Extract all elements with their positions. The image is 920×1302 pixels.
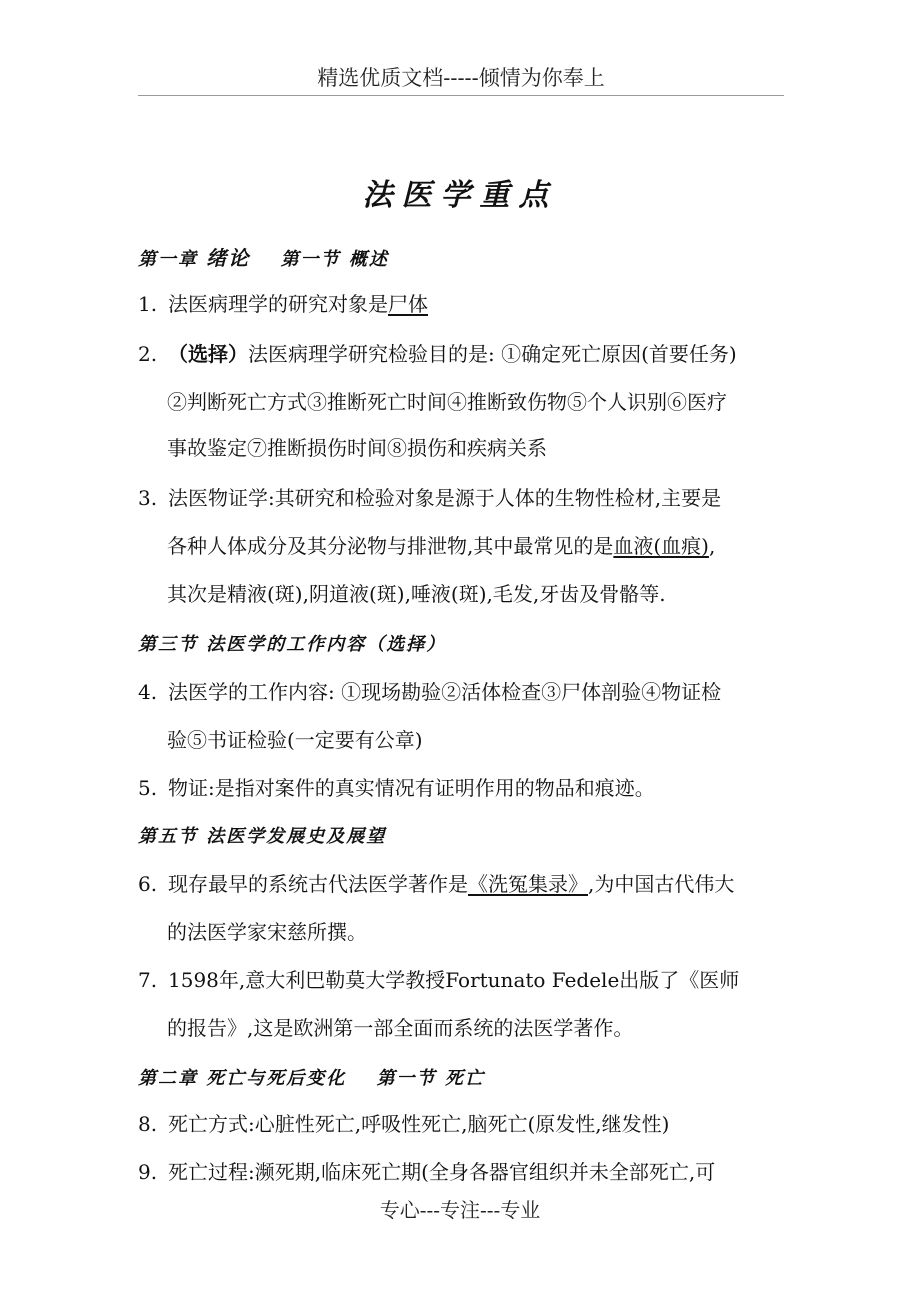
section-chapter-title: 绪论 xyxy=(206,246,251,270)
section-subsection-title: 概述 xyxy=(348,249,389,270)
item-text: 法医病理学研究检验目的是: ①确定死亡原因(首要任务) xyxy=(248,342,737,366)
item-number: 9. xyxy=(138,1160,158,1184)
page-footer: 专心---专注---专业 xyxy=(379,1198,541,1222)
list-item-3-line2 xyxy=(167,532,715,560)
section-heading-work-content xyxy=(138,630,446,656)
list-item-6-line2: 的法医学家宋慈所撰。 xyxy=(167,920,367,944)
list-item-7-line2: 的报告》,这是欧洲第一部全面而系统的法医学著作。 xyxy=(167,1016,634,1040)
section-subsection: 第五节 xyxy=(138,826,198,847)
item-text-end: , xyxy=(708,534,716,558)
underlined-term: 《洗冤集录》 xyxy=(468,872,588,896)
list-item-3-line3: 其次是精液(斑),阴道液(斑),唾液(斑),毛发,牙齿及骨骼等. xyxy=(167,582,666,606)
document-title: 法医学重点 xyxy=(362,178,558,213)
page-header: 精选优质文档-----倾情为你奉上 xyxy=(138,62,784,96)
underlined-term: 尸体 xyxy=(388,292,428,316)
item-number: 7. xyxy=(138,968,158,992)
section-subsection: 第一节 xyxy=(376,1068,437,1089)
underlined-term: 血液(血痕) xyxy=(613,534,709,558)
section-chapter: 第一章 xyxy=(138,249,198,270)
list-item-9 xyxy=(138,1158,715,1186)
list-item-6-line1 xyxy=(138,870,734,898)
item-number: 4. xyxy=(138,680,158,704)
section-subsection-title: 法医学发展史及展望 xyxy=(206,826,387,847)
item-number: 8. xyxy=(138,1112,158,1136)
item-number: 1. xyxy=(138,292,158,316)
list-item-8 xyxy=(138,1110,669,1138)
list-item-3-line1 xyxy=(138,484,721,512)
item-text: 死亡方式:心脏性死亡,呼吸性死亡,脑死亡(原发性,继发性) xyxy=(168,1112,670,1136)
list-item-1 xyxy=(138,290,428,318)
list-item-2-line1 xyxy=(138,340,737,368)
section-subsection-title: 法医学的工作内容（选择） xyxy=(206,634,447,655)
item-bold-tag: （选择） xyxy=(168,342,248,366)
item-text: 法医物证学:其研究和检验对象是源于人体的生物性检材,主要是 xyxy=(168,486,722,510)
section-subsection: 第三节 xyxy=(138,634,198,655)
section-heading-chapter1 xyxy=(138,242,389,271)
item-text: 法医学的工作内容: ①现场勘验②活体检查③尸体剖验④物证检 xyxy=(168,680,722,704)
item-number: 6. xyxy=(138,872,158,896)
section-heading-history xyxy=(138,822,386,848)
item-number: 5. xyxy=(138,776,158,800)
item-text: 死亡过程:濒死期,临床死亡期(全身各器官组织并未全部死亡,可 xyxy=(168,1160,716,1184)
item-text: 物证:是指对案件的真实情况有证明作用的物品和痕迹。 xyxy=(168,776,655,800)
section-heading-chapter2 xyxy=(138,1064,485,1090)
section-chapter: 第二章 xyxy=(138,1068,198,1089)
section-subsection: 第一节 xyxy=(280,249,341,270)
list-item-7-line1 xyxy=(138,966,739,994)
item-text: 各种人体成分及其分泌物与排泄物,其中最常见的是 xyxy=(167,534,614,558)
list-item-4-line1 xyxy=(138,678,721,706)
list-item-2-line2: ②判断死亡方式③推断死亡时间④推断致伤物⑤个人识别⑥医疗 xyxy=(167,390,727,414)
list-item-5 xyxy=(138,774,655,802)
item-text-end: ,为中国古代伟大 xyxy=(588,872,735,896)
list-item-4-line2: 验⑤书证检验(一定要有公章) xyxy=(167,728,423,752)
item-text: 1598年,意大利巴勒莫大学教授Fortunato Fedele出版了《医师 xyxy=(168,968,740,992)
section-subsection-title: 死亡 xyxy=(444,1068,485,1089)
item-text: 法医病理学的研究对象是 xyxy=(168,292,388,316)
section-chapter-title: 死亡与死后变化 xyxy=(206,1068,347,1089)
item-number: 2. xyxy=(138,342,158,366)
list-item-2-line3: 事故鉴定⑦推断损伤时间⑧损伤和疾病关系 xyxy=(167,436,547,460)
item-text: 现存最早的系统古代法医学著作是 xyxy=(168,872,468,896)
item-number: 3. xyxy=(138,486,158,510)
